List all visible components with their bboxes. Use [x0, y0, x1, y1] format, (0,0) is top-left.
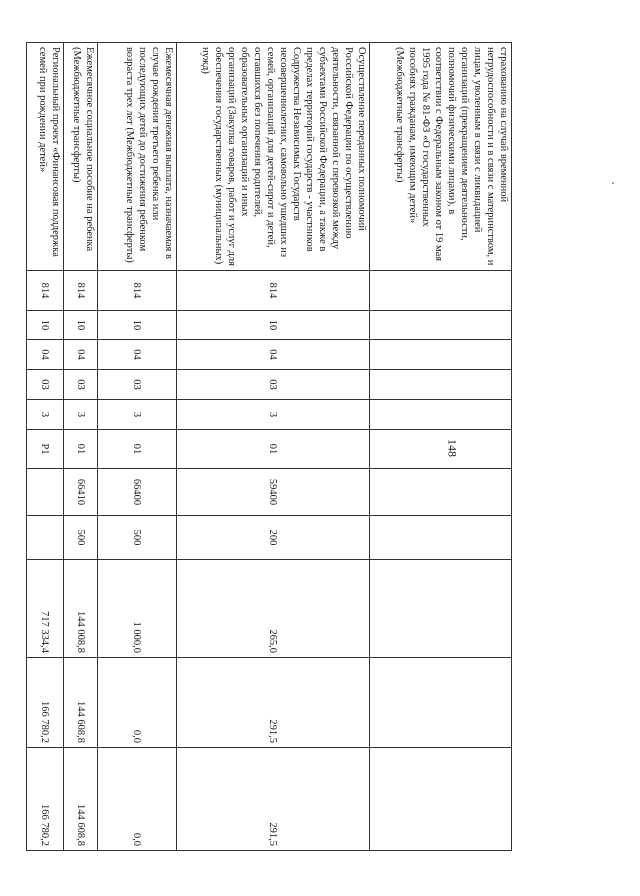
table-row	[98, 43, 177, 851]
ministry-code: 814	[64, 271, 98, 311]
amount-year-2	[370, 658, 512, 748]
amount-year-1	[370, 560, 512, 658]
amount-year-3: 291,5	[177, 748, 370, 851]
ministry-code: 814	[177, 271, 370, 311]
expense-type-code: 500	[64, 516, 98, 560]
section-code: 10	[27, 311, 64, 340]
amount-year-3: 0,0	[98, 748, 177, 851]
subsection-code	[370, 340, 512, 370]
expense-type-code: 200	[177, 516, 370, 560]
section-code: 10	[177, 311, 370, 340]
ministry-code	[370, 271, 512, 311]
amount-year-2: 291,5	[177, 658, 370, 748]
section-code	[370, 311, 512, 340]
expense-type-code	[27, 516, 64, 560]
program-code: 03	[27, 370, 64, 400]
expense-code	[27, 469, 64, 516]
expense-code: 66400	[98, 469, 177, 516]
amount-year-2: 166 780,2	[27, 658, 64, 748]
direction-code: Р1	[27, 430, 64, 469]
subsection-code: 04	[98, 340, 177, 370]
subprogram-code: 3	[98, 400, 177, 430]
expense-code: 66410	[64, 469, 98, 516]
subprogram-code: 3	[27, 400, 64, 430]
program-code: 03	[64, 370, 98, 400]
budget-table	[26, 42, 512, 851]
row-name-cell: Региональный проект «Финансовая поддержка семей при рождении детей»	[27, 43, 64, 271]
program-code: 03	[98, 370, 177, 400]
expense-code	[370, 469, 512, 516]
amount-year-1: 717 334,4	[27, 560, 64, 658]
section-code: 10	[64, 311, 98, 340]
table-row	[370, 43, 512, 851]
program-code	[370, 370, 512, 400]
subprogram-code: 3	[177, 400, 370, 430]
table-row	[177, 43, 370, 851]
ministry-code: 814	[27, 271, 64, 311]
direction-code: 01	[64, 430, 98, 469]
subsection-code: 04	[27, 340, 64, 370]
row-name-cell: Осуществление переданных полномочий Российской Федерации по осуществлению деятельности, связанной с перевозкой между субъектами Российской Федерации, а также в пределах территорий государств - участников Содружества Независимых Государств несовершеннолетних, самовольно ушедших из семей, организаций для детей-сирот и детей, оставшихся без попечения родителей, образовательных организаций и иных организаций (Закупка товаров, работ и услуг для обеспечения государственных (муниципальных) нужд)	[177, 43, 370, 271]
subprogram-code	[370, 400, 512, 430]
amount-year-1: 144 008,8	[64, 560, 98, 658]
row-name-cell: Ежемесячная денежная выплата, назначаемая в случае рождения третьего ребенка или последующих детей до достижения ребенком возраста трех лет (Межбюджетные трансферты)	[98, 43, 177, 271]
expense-type-code	[370, 516, 512, 560]
amount-year-1: 1 000,0	[98, 560, 177, 658]
rotated-table-frame	[37, 42, 512, 850]
table-row	[64, 43, 98, 851]
amount-year-1: 265,0	[177, 560, 370, 658]
amount-year-3: 144 608,8	[64, 748, 98, 851]
row-name-cell: страхованию на случай временной нетрудоспособности и в связи с материнством, и лицам, уволенным в связи с ликвидацией организаций (прекращением деятельности, полномочий физическими лицами), в соответствии с Федеральным законом от 19 мая 1995 года № 81-ФЗ «О государственных пособиях гражданам, имеющим детей» (Межбюджетные трансферты)	[370, 43, 512, 271]
expense-code: 59400	[177, 469, 370, 516]
subsection-code: 04	[64, 340, 98, 370]
ministry-code: 814	[98, 271, 177, 311]
direction-code: 01	[177, 430, 370, 469]
subsection-code: 04	[177, 340, 370, 370]
row-name-cell: Ежемесячное социальное пособие на ребенка (Межбюджетные трансферты)	[64, 43, 98, 271]
direction-code	[370, 430, 512, 469]
direction-code: 01	[98, 430, 177, 469]
program-code: 03	[177, 370, 370, 400]
amount-year-2: 0,0	[98, 658, 177, 748]
subprogram-code: 3	[64, 400, 98, 430]
scan-speck	[612, 182, 614, 184]
amount-year-3	[370, 748, 512, 851]
amount-year-3: 166 780,2	[27, 748, 64, 851]
amount-year-2: 144 608,8	[64, 658, 98, 748]
page-number: 148	[445, 439, 460, 457]
table-row	[27, 43, 64, 851]
expense-type-code: 500	[98, 516, 177, 560]
section-code: 10	[98, 311, 177, 340]
